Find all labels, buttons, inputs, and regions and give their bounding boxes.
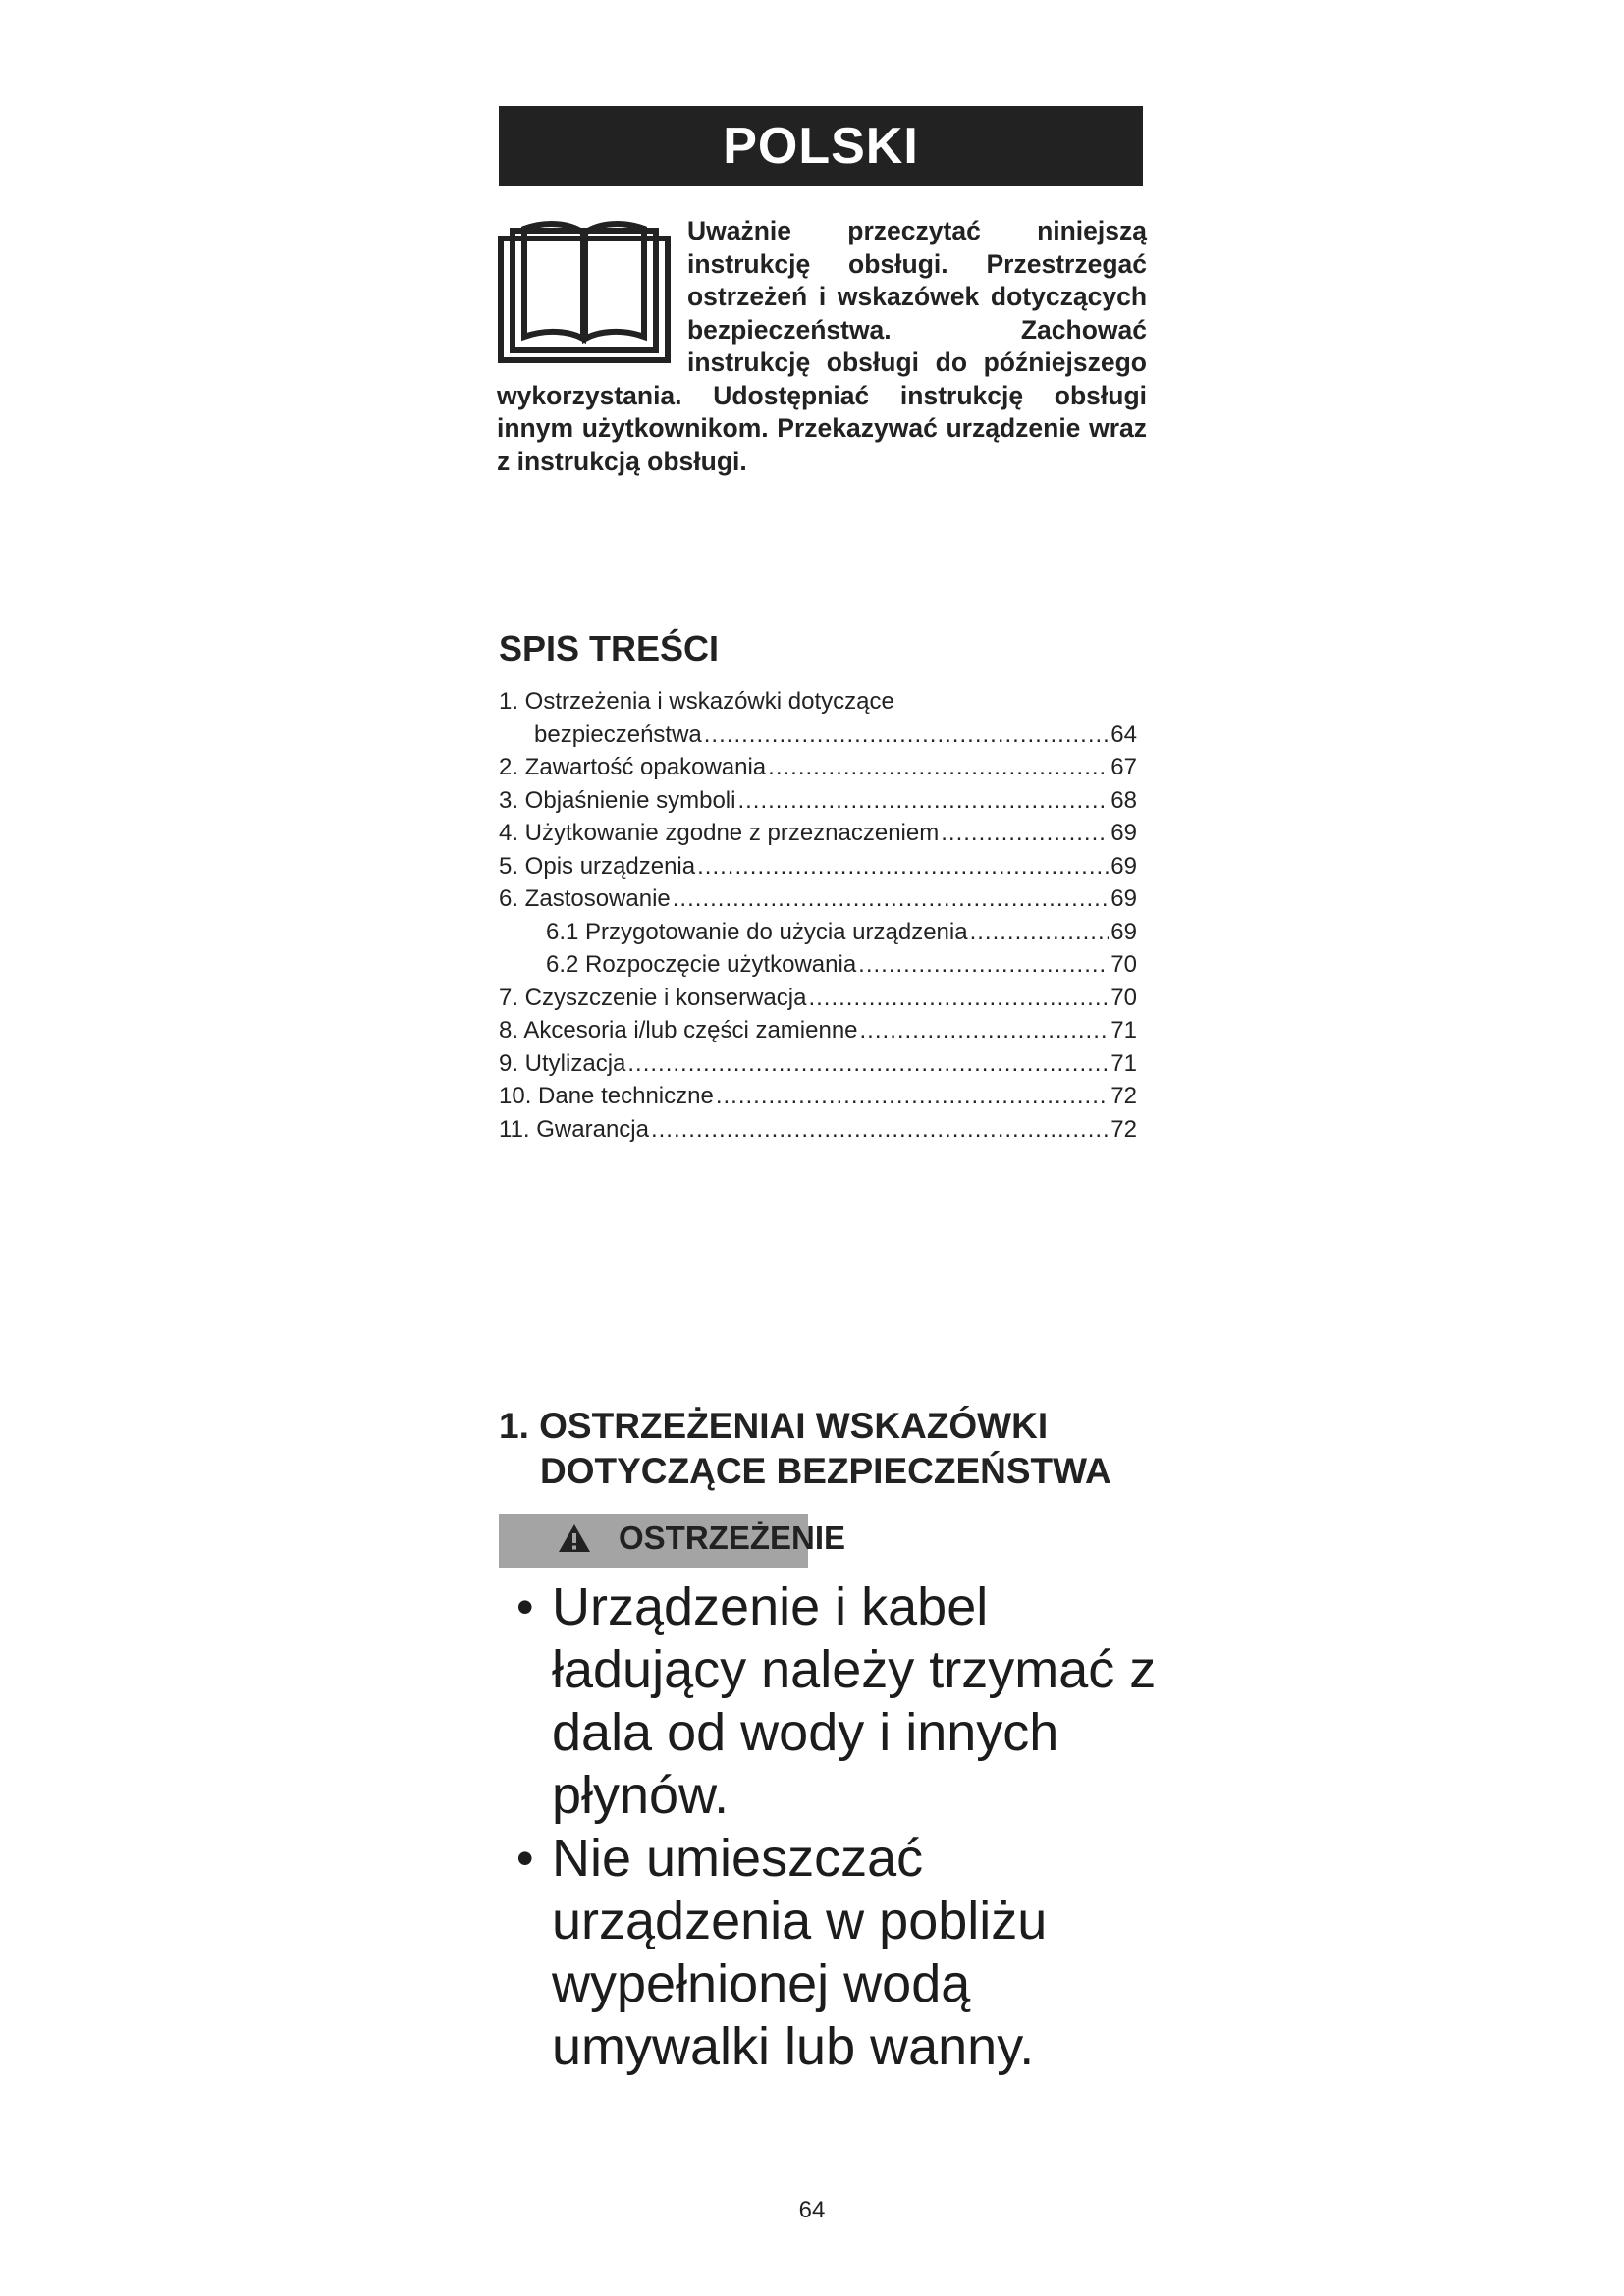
toc-item-label: 6. Zastosowanie <box>499 885 671 912</box>
toc-item <box>499 685 1137 719</box>
toc-item-page: 71 <box>1110 1017 1137 1043</box>
toc-leader <box>737 784 1109 818</box>
intro-block <box>497 215 1147 478</box>
toc-item-label: 6.1 Przygotowanie do użycia urządzenia <box>546 918 968 945</box>
toc-item-page: 72 <box>1110 1083 1137 1109</box>
toc-item-page: 69 <box>1110 918 1137 945</box>
toc-item-page: 69 <box>1110 820 1137 846</box>
toc-item-label: bezpieczeństwa <box>534 721 702 748</box>
toc-item-page: 70 <box>1110 951 1137 978</box>
warning-label-text: OSTRZEŻENIE <box>619 1520 846 1556</box>
toc-item-label: 6.2 Rozpoczęcie użytkowania <box>546 951 857 978</box>
toc-item-label: 11. Gwarancja <box>499 1115 649 1143</box>
toc-item-page: 72 <box>1110 1115 1137 1143</box>
section-heading-line2: DOTYCZĄCE BEZPIECZEŃSTWA <box>540 1451 1111 1491</box>
list-item <box>516 1575 1164 1827</box>
toc-item-page: 68 <box>1110 786 1137 814</box>
page-number: 64 <box>798 2197 826 2223</box>
language-banner <box>499 106 1143 186</box>
toc-item-label: 1. Ostrzeżenia i wskazówki dotyczące <box>499 688 894 715</box>
toc-leader <box>808 982 1109 1015</box>
toc-leader <box>673 882 1110 916</box>
toc-item-page: 64 <box>1110 721 1137 748</box>
warning-list <box>516 1575 1164 2078</box>
toc-leader <box>941 817 1109 850</box>
toc-item-label: 9. Utylizacja <box>499 1049 626 1077</box>
toc-item <box>499 1014 1137 1047</box>
toc-item <box>499 1113 1137 1147</box>
toc-item-label: 5. Opis urządzenia <box>499 852 696 880</box>
toc-item <box>499 719 1137 752</box>
toc-leader <box>627 1047 1109 1081</box>
toc-leader <box>697 850 1109 883</box>
bullet-icon: • <box>516 1831 534 1886</box>
list-item <box>516 1827 1164 2078</box>
toc-item <box>499 1047 1137 1081</box>
toc-item-label: 3. Objaśnienie symboli <box>499 786 736 814</box>
toc-item <box>499 850 1137 883</box>
toc-item <box>499 948 1137 982</box>
toc-leader <box>970 916 1110 949</box>
toc-item <box>499 882 1137 916</box>
toc-item <box>499 916 1137 949</box>
list-item-text: Urządzenie i kabel ładujący należy trzymać z dala od wody i innych płynów. <box>552 1577 1157 1825</box>
toc-leader <box>860 1014 1110 1047</box>
toc-item-label: 7. Czyszczenie i konserwacja <box>499 984 807 1011</box>
toc-leader <box>704 719 1110 752</box>
toc-item-page: 71 <box>1110 1049 1137 1077</box>
intro-text: Uważnie przeczytać niniejszą instrukcję obsługi. Przestrzegać ostrzeżeń i wskazówek dotyczących bezpieczeństwa. Zachować instrukcję obsługi do późniejszego wykorzystania. Udostępniać instrukcję obsługi innym użytkownikom. Przekazywać urządzenie wraz z instrukcją obsługi. <box>497 216 1147 476</box>
section-heading <box>499 1404 1186 1494</box>
toc-item-page: 69 <box>1110 852 1137 880</box>
toc-item-page: 70 <box>1110 984 1137 1011</box>
table-of-contents <box>499 685 1137 1146</box>
warning-triangle-icon <box>558 1523 591 1553</box>
section-heading-line1: 1. OSTRZEŻENIAI WSKAZÓWKI <box>499 1406 1049 1446</box>
toc-item <box>499 817 1137 850</box>
toc-item-page: 67 <box>1110 754 1137 780</box>
toc-item-label: 4. Użytkowanie zgodne z przeznaczeniem <box>499 820 940 846</box>
toc-heading: SPIS TREŚCI <box>499 628 720 668</box>
toc-item <box>499 784 1137 818</box>
language-title: POLSKI <box>723 117 919 175</box>
toc-item-label: 10. Dane techniczne <box>499 1083 714 1109</box>
toc-item-page: 69 <box>1110 885 1137 912</box>
toc-item-label: 8. Akcesoria i/lub części zamienne <box>499 1017 858 1043</box>
toc-leader <box>858 948 1109 982</box>
toc-leader <box>651 1113 1109 1147</box>
list-item-text: Nie umieszczać urządzenia w pobliżu wypełnionej wodą umywalki lub wanny. <box>552 1829 1048 2076</box>
toc-item <box>499 1080 1137 1113</box>
warning-label <box>558 1520 845 1557</box>
toc-leader <box>716 1080 1109 1113</box>
open-book-icon <box>497 217 672 364</box>
toc-item <box>499 751 1137 784</box>
bullet-icon: • <box>516 1579 534 1634</box>
toc-item <box>499 982 1137 1015</box>
toc-leader <box>768 751 1109 784</box>
toc-item-label: 2. Zawartość opakowania <box>499 754 767 780</box>
